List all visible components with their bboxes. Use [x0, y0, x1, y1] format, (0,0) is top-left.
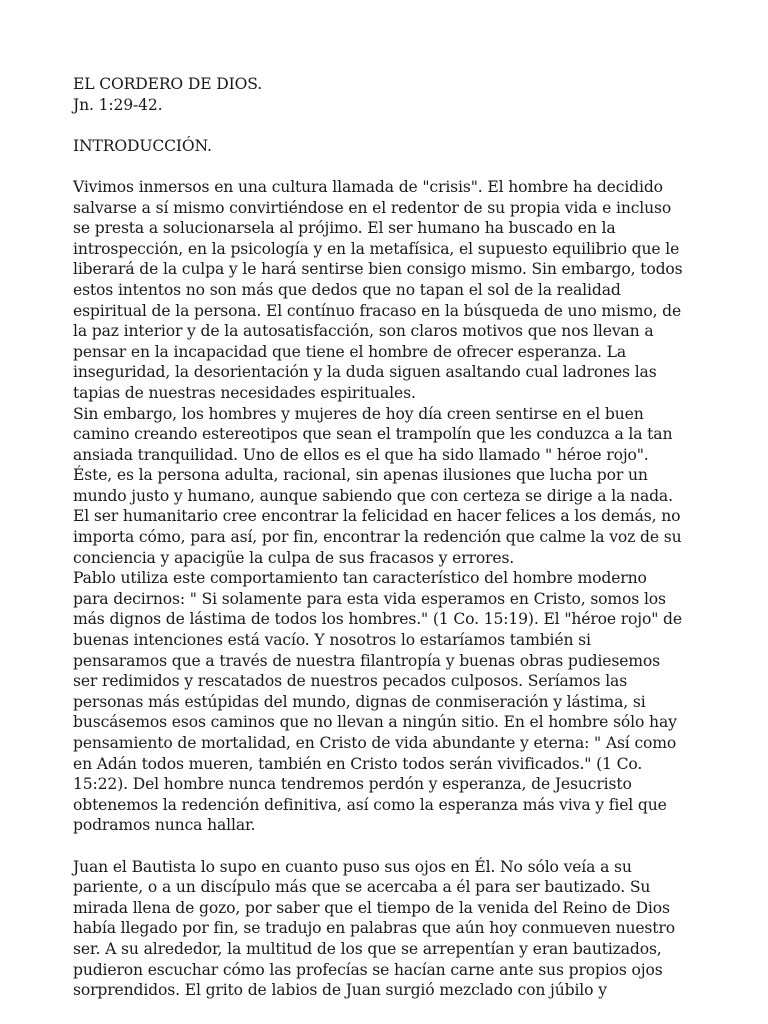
document-title: EL CORDERO DE DIOS. — [73, 75, 263, 93]
text-line: 15:22). Del hombre nunca tendremos perdón y esperanza, de Jesucristo — [73, 775, 632, 794]
text-line: en Adán todos mueren, también en Cristo todos serán vivificados." (1 Co. — [73, 754, 643, 773]
text-line: ser redimidos y rescatados de nuestros pecados culposos. Seríamos las — [73, 672, 628, 691]
text-line: estos intentos no son más que dedos que no tapan el sol de la realidad — [73, 280, 621, 299]
text-line: más dignos de lástima de todos los hombres." (1 Co. 15:19). El "héroe rojo" de — [73, 610, 682, 629]
text-line: salvarse a sí mismo convirtiéndose en el redentor de su propia vida e incluso — [73, 198, 672, 217]
paragraph-3 — [73, 568, 713, 836]
spacer — [73, 156, 713, 177]
text-line: pensar en la incapacidad que tiene el hombre de ofrecer esperanza. La — [73, 342, 626, 361]
text-line: Vivimos inmersos en una cultura llamada de "crisis". El hombre ha decidido — [73, 177, 663, 196]
text-line: ser. A su alrededor, la multitud de los que se arrepentían y eran bautizados, — [73, 939, 662, 958]
text-line: pudieron escuchar cómo las profecías se hacían carne ante sus propios ojos — [73, 960, 663, 979]
text-line: sorprendidos. El grito de labios de Juan surgió mezclado con júbilo y — [73, 981, 607, 1000]
text-line: mundo justo y humano, aunque sabiendo que con certeza se dirige a la nada. — [73, 486, 673, 505]
text-line: se presta a solucionarsela al prójimo. El ser humano ha buscado en la — [73, 219, 616, 238]
text-line: espiritual de la persona. El contínuo fracaso en la búsqueda de uno mismo, de — [73, 301, 682, 320]
text-line: Éste, es la persona adulta, racional, sin apenas ilusiones que lucha por un — [73, 466, 648, 485]
text-line: introspección, en la psicología y en la metafísica, el supuesto equilibrio que le — [73, 239, 680, 258]
spacer — [73, 115, 713, 136]
text-line: ansiada tranquilidad. Uno de ellos es el que ha sido llamado " héroe rojo". — [73, 445, 649, 464]
document-page — [73, 74, 713, 1001]
text-line: tapias de nuestras necesidades espirituales. — [73, 383, 416, 402]
text-line: buenas intenciones está vacío. Y nosotros lo estaríamos también si — [73, 631, 591, 650]
text-line: camino creando estereotipos que sean el trampolín que les conduzca a la tan — [73, 425, 673, 444]
text-line: para decirnos: " Si solamente para esta vida esperamos en Cristo, somos los — [73, 589, 666, 608]
text-line: importa cómo, para así, por fin, encontrar la redención que calme la voz de su — [73, 528, 682, 547]
text-line: liberará de la culpa y le hará sentirse bien consigo mismo. Sin embargo, todos — [73, 260, 683, 279]
text-line: Sin embargo, los hombres y mujeres de hoy día creen sentirse en el buen — [73, 404, 644, 423]
text-line: la paz interior y de la autosatisfacción, son claros motivos que nos llevan a — [73, 322, 654, 341]
text-line: personas más estúpidas del mundo, dignas de conmiseración y lástima, si — [73, 692, 646, 711]
text-line: pensaramos que a través de nuestra filantropía y buenas obras pudiesemos — [73, 651, 661, 670]
spacer — [73, 836, 713, 857]
paragraph-2 — [73, 404, 713, 569]
text-line: conciencia y apacigüe la culpa de sus fracasos y errores. — [73, 548, 515, 567]
section-heading: INTRODUCCIÓN. — [73, 136, 212, 155]
text-line: Juan el Bautista lo supo en cuanto puso sus ojos en Él. No sólo veía a su — [73, 857, 632, 876]
text-line: El ser humanitario cree encontrar la felicidad en hacer felices a los demás, no — [73, 507, 681, 526]
text-line: pariente, o a un discípulo más que se acercaba a él para ser bautizado. Su — [73, 878, 651, 897]
text-line: había llegado por fin, se tradujo en palabras que aún hoy conmueven nuestro — [73, 919, 675, 938]
text-line: podramos nunca hallar. — [73, 816, 256, 835]
text-line: pensamiento de mortalidad, en Cristo de vida abundante y eterna: " Así como — [73, 734, 677, 752]
paragraph-4 — [73, 857, 713, 1001]
text-line: obtenemos la redención definitiva, así como la esperanza más viva y fiel que — [73, 795, 667, 814]
text-line: mirada llena de gozo, por saber que el tiempo de la venida del Reino de Dios — [73, 898, 670, 917]
paragraph-1 — [73, 177, 713, 404]
text-line: inseguridad, la desorientación y la duda siguen asaltando cual ladrones las — [73, 363, 657, 382]
scripture-reference: Jn. 1:29-42. — [73, 95, 163, 114]
text-line: Pablo utiliza este comportamiento tan característico del hombre moderno — [73, 569, 647, 588]
text-line: buscásemos esos caminos que no llevan a ningún sitio. En el hombre sólo hay — [73, 713, 677, 732]
